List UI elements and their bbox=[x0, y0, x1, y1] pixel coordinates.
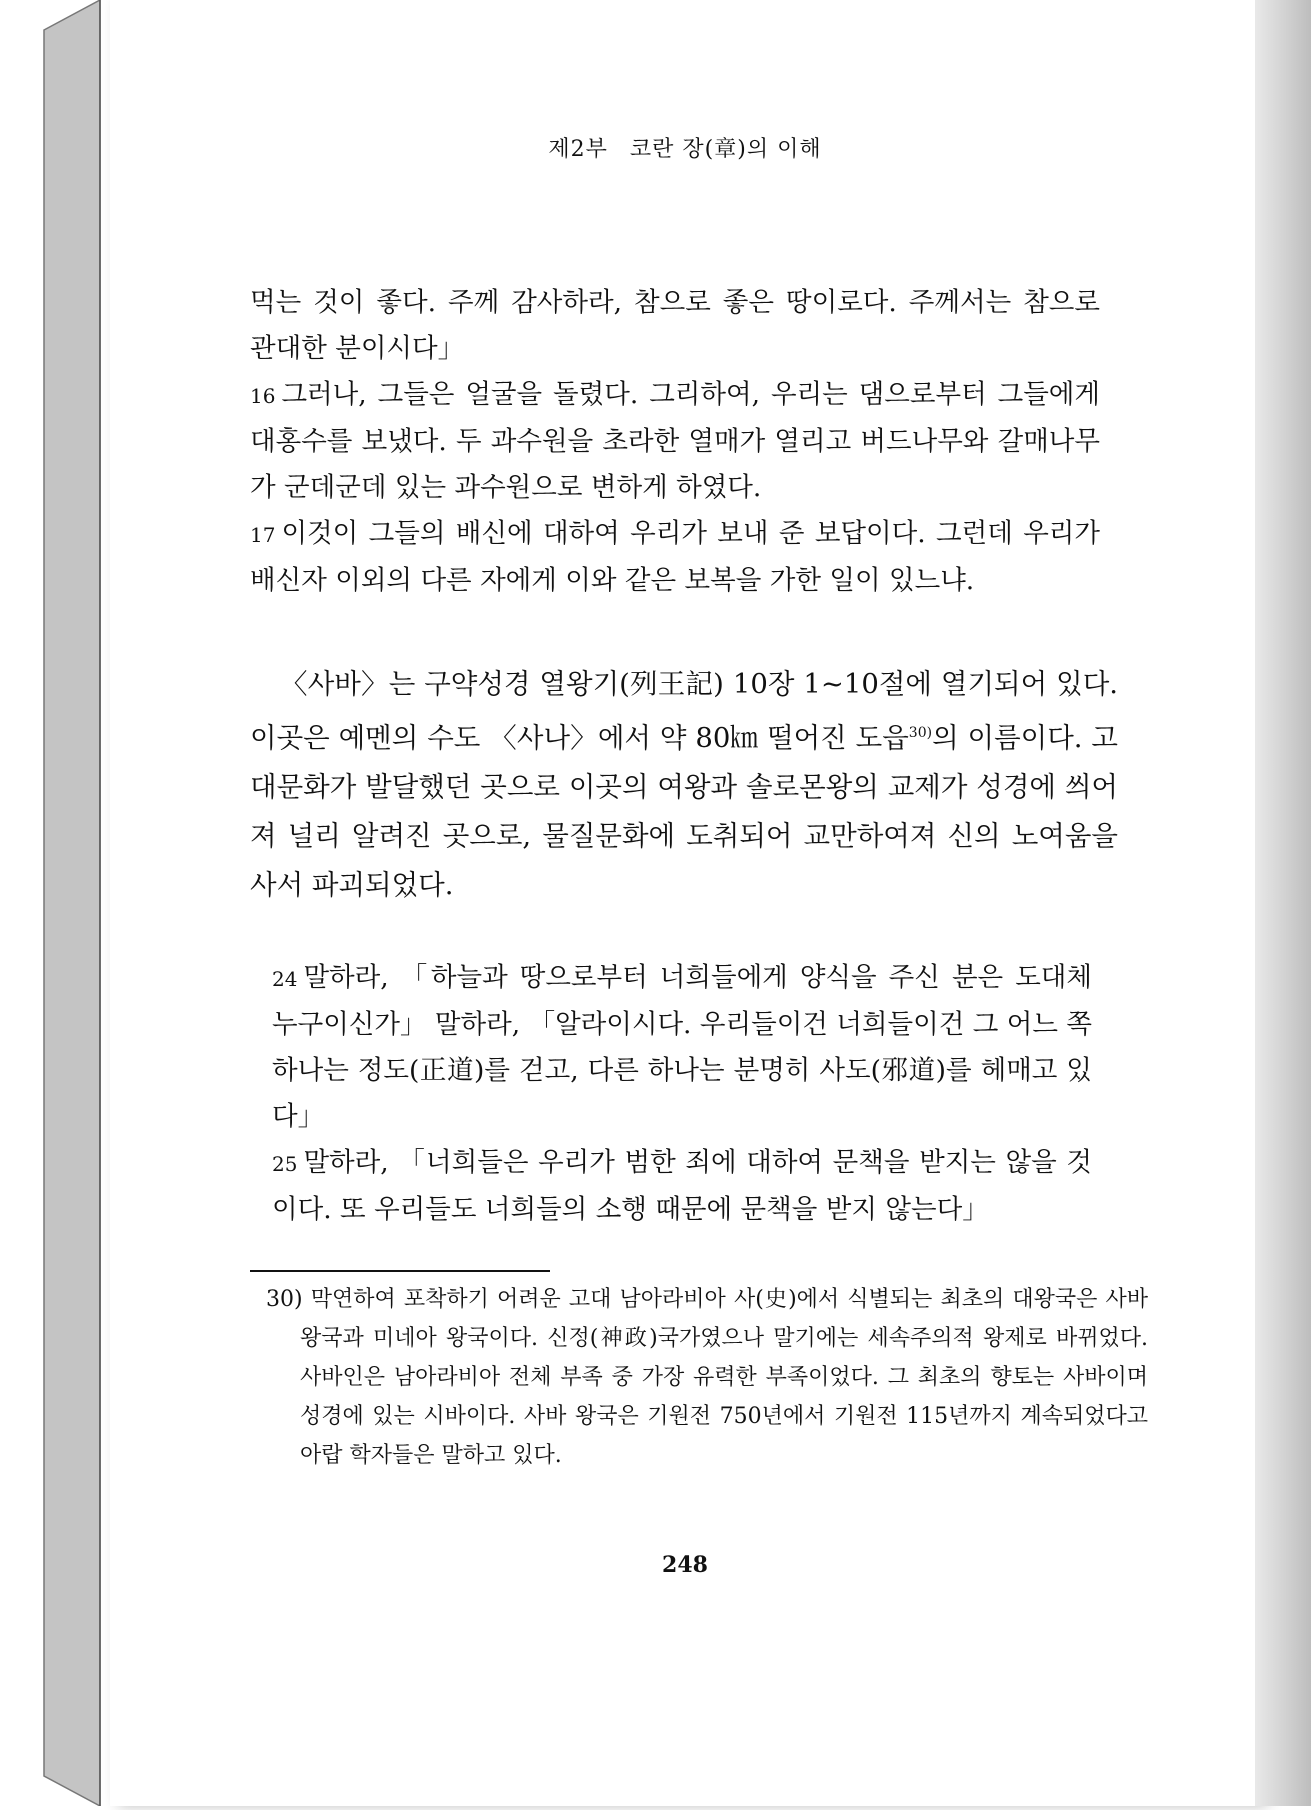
running-header bbox=[110, 132, 1260, 163]
footnote-divider bbox=[250, 1270, 550, 1272]
header-title: 코란 장(章)의 이해 bbox=[629, 137, 822, 162]
footnote-number: 30) bbox=[266, 1287, 303, 1312]
verse-text: 이것이 그들의 배신에 대하여 우리가 보내 준 보답이다. 그런데 우리가 배신자 이외의 다른 자에게 이와 같은 보복을 가한 일이 있느냐. bbox=[250, 518, 1100, 596]
verses-top bbox=[250, 280, 1100, 604]
footnote-reference: 30) bbox=[908, 725, 933, 741]
verses-bottom bbox=[272, 955, 1092, 1233]
verse-number: 17 bbox=[250, 523, 276, 547]
page-number: 248 bbox=[662, 1552, 708, 1578]
verse-24 bbox=[272, 955, 1092, 1140]
paragraph-text-2: 의 이름이다. 고대문화가 발달했던 곳으로 이곳의 여왕과 솔로몬왕의 교제가 성경에 씌어져 널리 알려진 곳으로, 물질문화에 도취되어 교만하여져 신의 노여움을 사서 파괴되었다. bbox=[250, 722, 1118, 902]
verse-number: 16 bbox=[250, 384, 276, 408]
verse-text: 먹는 것이 좋다. 주께 감사하라, 참으로 좋은 땅이로다. 주께서는 참으로 관대한 분이시다」 bbox=[250, 287, 1100, 364]
footnote-30 bbox=[266, 1280, 1148, 1475]
verse-number: 24 bbox=[272, 967, 298, 991]
verse-25 bbox=[272, 1140, 1092, 1233]
footnote-text: 막연하여 포착하기 어려운 고대 남아라비아 사(史)에서 식별되는 최초의 대왕국은 사바 왕국과 미네아 왕국이다. 신정(神政)국가였으나 말기에는 세속주의적 왕제로 바뀌었다. 사바인은 남아라비아 전체 부족 중 가장 유력한 부족이었다. 그 최초의 향토는 사바이며 성경에 있는 시바이다. 사바 왕국은 기원전 750년에서 기원전 115년까지 계속되었다고 아랍 학자들은 말하고 있다. bbox=[300, 1287, 1148, 1468]
verse-text: 말하라, 「너희들은 우리가 범한 죄에 대하여 문책을 받지는 않을 것이다. 또 우리들도 너희들의 소행 때문에 문책을 받지 않는다」 bbox=[272, 1147, 1092, 1225]
verse-text: 말하라, 「하늘과 땅으로부터 너희들에게 양식을 주신 분은 도대체 누구이신가」 말하라, 「알라이시다. 우리들이건 너희들이건 그 어느 쪽 하나는 정도(正道)를 걷고, 다른 하나는 분명히 사도(邪道)를 헤매고 있다」 bbox=[272, 962, 1092, 1132]
verse-16 bbox=[250, 372, 1100, 511]
page-edge-shadow bbox=[1255, 0, 1311, 1806]
paragraph-text-1: 〈사바〉는 구약성경 열왕기(列王記) 10장 1~10절에 열기되어 있다. 이곳은 예멘의 수도 〈사나〉에서 약 80㎞ 떨어진 도읍 bbox=[250, 668, 1118, 755]
verse-continuation bbox=[250, 280, 1100, 372]
commentary-paragraph bbox=[250, 660, 1118, 910]
verse-17 bbox=[250, 511, 1100, 604]
header-part: 제2부 bbox=[548, 137, 608, 162]
verse-number: 25 bbox=[272, 1152, 298, 1176]
verse-text: 그러나, 그들은 얼굴을 돌렸다. 그리하여, 우리는 댐으로부터 그들에게 대홍수를 보냈다. 두 과수원을 초라한 열매가 열리고 버드나무와 갈매나무가 군데군데 있는 과수원으로 변하게 하였다. bbox=[250, 379, 1100, 503]
